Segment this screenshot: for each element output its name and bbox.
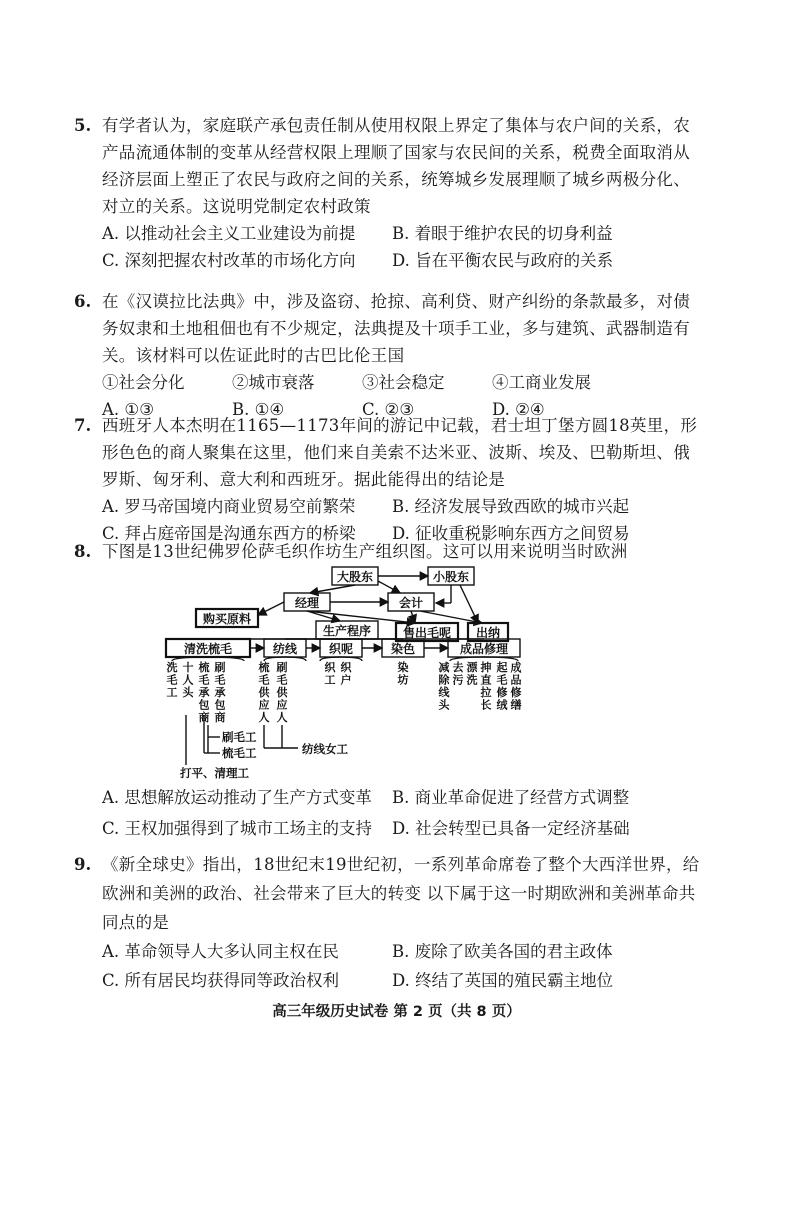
option-a[interactable]: A. 以推动社会主义工业建设为前提 (102, 224, 356, 243)
option-c[interactable]: C. ②③ (362, 400, 415, 419)
option-b[interactable]: B. 商业革命促进了经营方式调整 (392, 788, 630, 807)
worker-label-nap: 起毛修绒 (496, 661, 508, 712)
option-c[interactable]: C. 拜占庭帝国是沟通东西方的桥梁 (102, 524, 356, 543)
label-flatten: 打平、清理工 (180, 766, 249, 780)
worker-label-finish: 成品修缮 (510, 661, 522, 712)
option-a[interactable]: A. 革命领导人大多认同主权在民 (102, 942, 339, 961)
worker-label-comb-supply: 梳毛供应人 (258, 661, 270, 724)
box-cashier: 出纳 (475, 626, 501, 640)
worker-label-stretch: 抻直拉长 (480, 661, 492, 712)
options (102, 784, 702, 842)
question-stem: 下图是13世纪佛罗伦萨毛织作坊生产组织图。这可以用来说明当时欧洲 (102, 542, 628, 561)
option-c[interactable]: C. 深刻把握农村改革的市场化方向 (102, 251, 356, 270)
worker-label-wash: 洗毛工 (166, 661, 178, 699)
option-c[interactable]: C. 王权加强得到了城市工场主的支持 (102, 819, 373, 838)
label-spinner: 纺线女工 (302, 742, 348, 756)
option-a[interactable]: A. 思想解放运动推动了生产方式变革 (102, 788, 372, 807)
worker-label-stain: 去污 (452, 661, 464, 687)
label-brusher: 刷毛工 (222, 730, 257, 744)
worker-label-dye: 染坊 (397, 661, 409, 687)
option-d[interactable]: D. ②④ (492, 400, 545, 419)
option-d[interactable]: D. 社会转型已具备一定经济基础 (392, 819, 630, 838)
question-number: 9. (74, 855, 92, 874)
question-8 (74, 538, 702, 565)
options (102, 220, 702, 274)
box-step-finish: 成品修理 (459, 642, 509, 656)
options (102, 937, 702, 995)
question-9 (74, 850, 702, 995)
option-a[interactable]: A. 罗马帝国境内商业贸易空前繁荣 (102, 497, 356, 516)
question-number: 6. (74, 292, 92, 311)
statement-items (102, 369, 702, 396)
box-accountant: 会计 (398, 596, 424, 610)
worker-label-brush-contract: 刷毛承包商 (214, 661, 226, 724)
item-1: ①社会分化 (102, 373, 185, 392)
option-b[interactable]: B. 经济发展导致西欧的城市兴起 (392, 497, 630, 516)
item-4: ④工商业发展 (492, 373, 591, 392)
question-stem: 有学者认为，家庭联产承包责任制从使用权限上界定了集体与农户间的关系，农产品流通体制的变革从经营权限上理顺了国家与农民间的关系，税费全面取消从经济层面上塑正了农民与政府之间的关系，统筹城乡发展理顺了城乡两极分化、对立的关系。这说明党制定农村政策 (102, 116, 690, 216)
question-stem: 西班牙人本杰明在1165—1173年间的游记中记载，君士坦丁堡方圆18英里，形形色色的商人聚集在这里，他们来自美索不达米亚、波斯、埃及、巴勒斯坦、俄罗斯、匈牙利、意大利和西班牙。据此能得出的结论是 (102, 416, 698, 489)
option-c[interactable]: C. 所有居民均获得同等政治权利 (102, 971, 340, 990)
worker-label-weaver-house: 织户 (340, 661, 352, 687)
question-8-options (102, 784, 702, 842)
label-comber: 梳毛工 (222, 746, 257, 760)
option-b[interactable]: B. ①④ (232, 400, 285, 419)
item-2: ②城市衰落 (232, 373, 315, 392)
box-step-spin: 纺线 (272, 642, 298, 656)
question-stem: 《新全球史》指出，18世纪末19世纪初，一系列革命席卷了整个大西洋世界，给欧洲和美洲的政治、社会带来了巨大的转变 以下属于这一时期欧洲和美洲革命共同点的是 (102, 855, 700, 932)
question-6 (74, 288, 702, 423)
option-d[interactable]: D. 旨在平衡农民与政府的关系 (392, 251, 614, 270)
option-a[interactable]: A. ①③ (102, 400, 154, 419)
worker-label-weaver: 织工 (324, 661, 336, 687)
box-production: 生产程序 (322, 624, 372, 638)
worker-label-foreman: 十人头 (182, 661, 194, 699)
organization-diagram (160, 565, 560, 790)
question-7 (74, 412, 702, 547)
worker-labels (166, 660, 522, 724)
item-3: ③社会稳定 (362, 373, 445, 392)
box-small-shareholder: 小股东 (432, 570, 470, 584)
worker-label-comb-contract: 梳毛承包商 (198, 661, 210, 724)
question-number: 5. (74, 116, 92, 135)
box-big-shareholder: 大股东 (336, 570, 374, 584)
worker-label-brush-supply: 刷毛供应人 (276, 661, 288, 724)
option-d[interactable]: D. 终结了英国的殖民霸主地位 (392, 971, 614, 990)
option-b[interactable]: B. 着眼于维护农民的切身利益 (392, 224, 613, 243)
box-sell-wool: 售出毛呢 (402, 626, 452, 640)
worker-label-rinse: 漂洗 (466, 661, 478, 687)
question-stem: 在《汉谟拉比法典》中，涉及盗窃、抢掠、高利贷、财产纠纷的条款最多，对债务奴隶和土地租佃也有不少规定，法典提及十项手工业，多与建筑、武器制造有关。该材料可以佐证此时的古巴比伦王国 (102, 292, 690, 365)
box-step-weave: 织呢 (328, 642, 354, 656)
box-step-dye: 染色 (390, 642, 416, 656)
box-step-wash-comb: 清洗梳毛 (183, 642, 233, 656)
box-buy-materials: 购买原料 (202, 612, 252, 626)
question-number: 8. (74, 542, 92, 561)
option-d[interactable]: D. 征收重税影响东西方之间贸易 (392, 524, 630, 543)
worker-label-thread: 减除线头 (438, 661, 450, 712)
page-footer: 高三年级历史试卷 第 2 页（共 8 页） (272, 1004, 521, 1020)
box-manager: 经理 (294, 596, 320, 610)
question-number: 7. (74, 416, 92, 435)
question-5 (74, 112, 702, 274)
option-b[interactable]: B. 废除了欧美各国的君主政体 (392, 942, 613, 961)
